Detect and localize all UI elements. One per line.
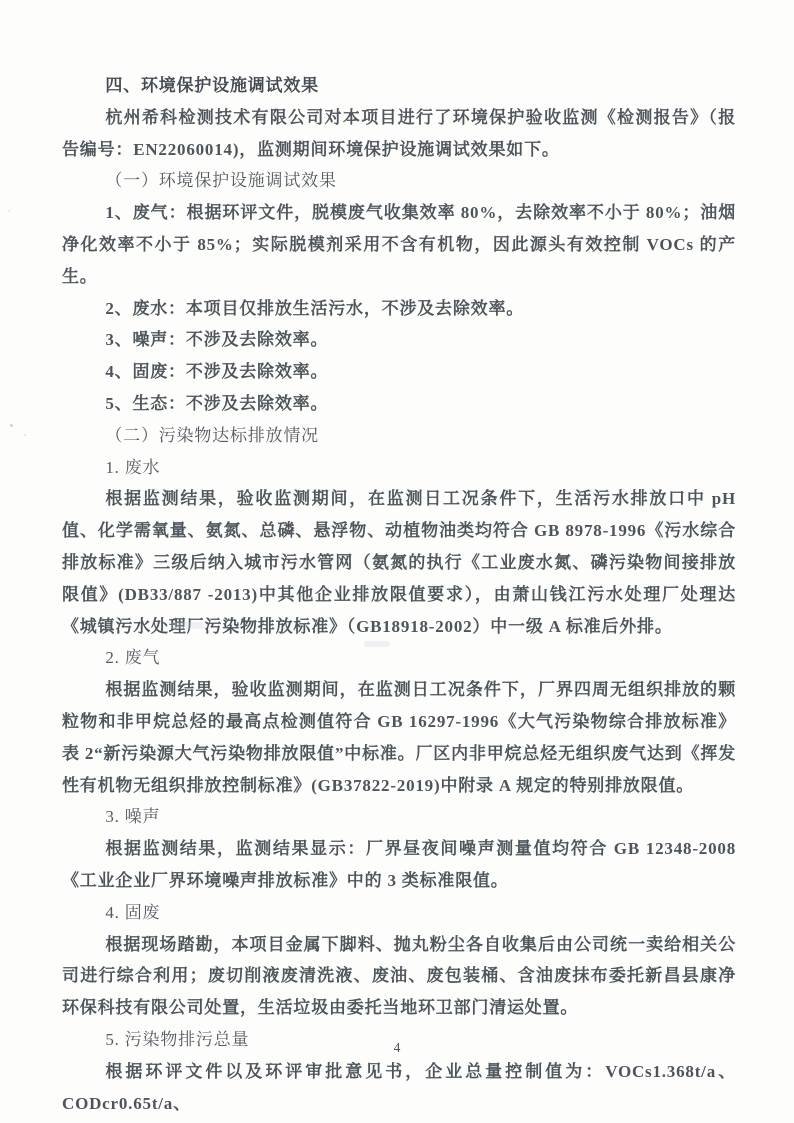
- paragraph-total-emission: 根据环评文件以及环评审批意见书，企业总量控制值为：VOCs1.368t/a、CODcr0.65t/a、: [62, 1061, 736, 1113]
- scan-smudge: [170, 622, 204, 629]
- paragraph-intro: 杭州希科检测技术有限公司对本项目进行了环境保护验收监测《检测报告》（报告编号：EN22060014)，监测期间环境保护设施调试效果如下。: [62, 107, 736, 159]
- doc-title: 四、环境保护设施调试效果: [105, 76, 319, 95]
- subsection-heading-wastewater: 1. 废水: [105, 457, 161, 477]
- section-heading-1: （一）环境保护设施调试效果: [105, 171, 337, 191]
- paragraph-waste-gas: 根据监测结果，验收监测期间，在监测日工况条件下，厂界四周无组织排放的颗粒物和非甲烷总烃的最高点检测值符合 GB 16297-1996《大气污染物综合排放标准》表 2“新污染源大气污染物排放限值”中标准。厂区内非甲烷总烃无组织废气达到《挥发性有机物无组织排放控制标准》(GB37822-2019)中附录 A 规定的特别排放限值。: [62, 680, 736, 795]
- document-body: [62, 70, 736, 1119]
- subsection-heading-noise: 3. 噪声: [105, 807, 161, 827]
- list-item-waste-water: 2、废水：本项目仅排放生活污水，不涉及去除效率。: [105, 298, 525, 318]
- paragraph-wastewater: 根据监测结果，验收监测期间，在监测日工况条件下，生活污水排放口中 pH 值、化学需氧量、氨氮、总磷、悬浮物、动植物油类均符合 GB 8978-1996《污水综合排放标准》三级后纳入城市污水管网（氨氮的执行《工业废水氮、磷污染物间接排放限值》(DB33/887 -2013)中其他企业排放限值要求），由萧山钱江污水处理厂处理达《城镇污水处理厂污染物排放标准》（GB18918-2002）中一级 A 标准后外排。: [62, 489, 736, 636]
- list-item-noise: 3、噪声：不涉及去除效率。: [105, 330, 329, 350]
- subsection-heading-solid-waste: 4. 固废: [105, 902, 161, 922]
- list-item-ecology: 5、生态：不涉及去除效率。: [105, 393, 329, 413]
- list-item-waste-gas: 1、废气：根据环评文件，脱模废气收集效率 80%，去除效率不小于 80%；油烟净化效率不小于 85%；实际脱模剂采用不含有机物，因此源头有效控制 VOCs 的产生。: [62, 203, 736, 286]
- subsection-heading-waste-gas: 2. 废气: [105, 648, 161, 668]
- scan-speck: [8, 210, 10, 212]
- scan-smudge: [364, 641, 390, 647]
- paragraph-noise: 根据监测结果，监测结果显示：厂界昼夜间噪声测量值均符合 GB 12348-2008《工业企业厂界环境噪声排放标准》中的 3 类标准限值。: [62, 839, 736, 890]
- list-item-solid-waste: 4、固废：不涉及去除效率。: [105, 362, 329, 382]
- paragraph-solid-waste: 根据现场踏勘，本项目金属下脚料、抛丸粉尘各自收集后由公司统一卖给相关公司进行综合利用；废切削液废清洗液、废油、废包装桶、含油废抹布委托新昌县康净环保科技有限公司处置，生活垃圾由委托当地环卫部门清运处置。: [62, 934, 736, 1018]
- section-heading-2: （二）污染物达标排放情况: [105, 425, 319, 445]
- subsection-heading-total-emission: 5. 污染物排污总量: [105, 1029, 250, 1049]
- scan-speck: [10, 424, 13, 427]
- page-number: 4: [393, 1040, 401, 1055]
- scan-speck: [24, 434, 26, 436]
